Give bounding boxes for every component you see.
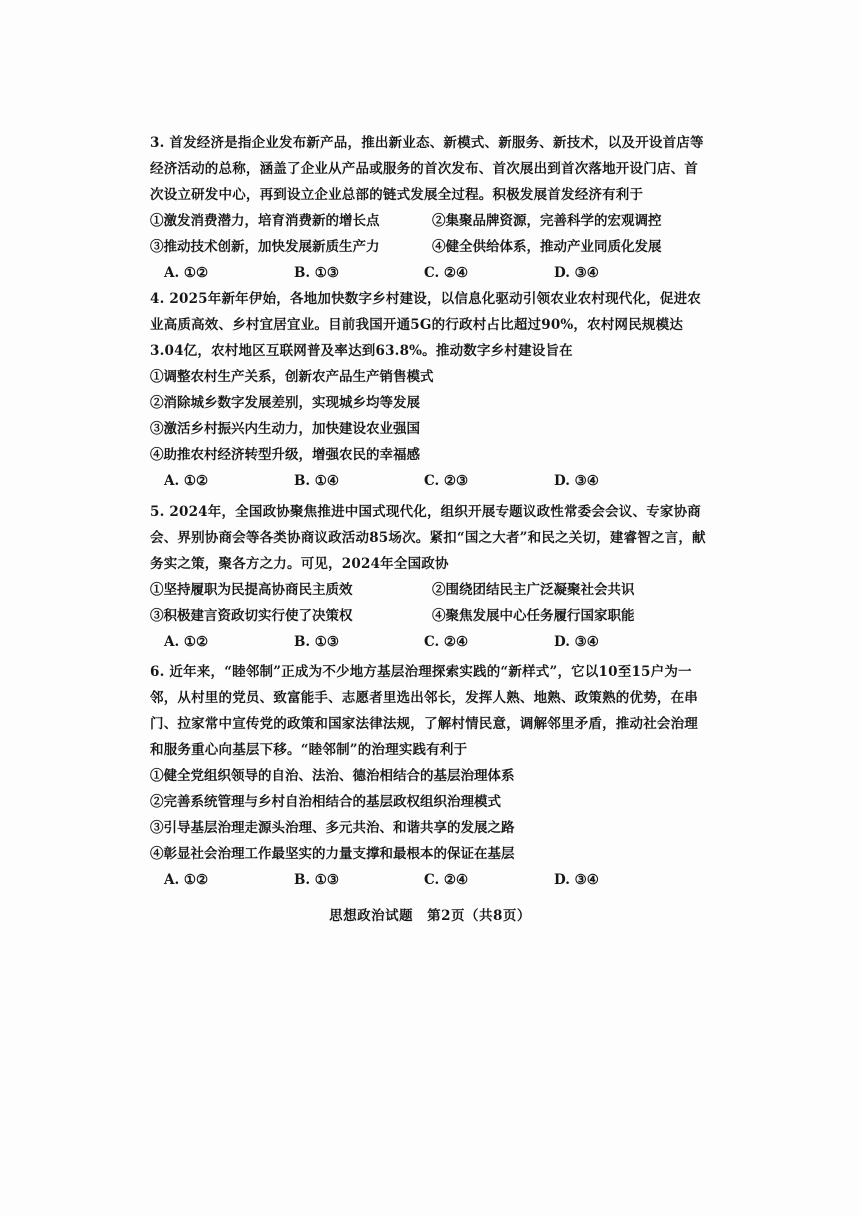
statement-4: ④健全供给体系，推动产业同质化发展 <box>432 239 662 255</box>
question-4 <box>150 286 710 494</box>
answer-a: A. ①② <box>164 872 209 888</box>
question-6-statements <box>150 763 710 867</box>
statement-2: ②完善系统管理与乡村自治相结合的基层政权组织治理模式 <box>150 794 501 810</box>
question-3-stem: 3. 首发经济是指企业发布新产品，推出新业态、新模式、新服务、新技术，以及开设首店等经济活动的总称，涵盖了企业从产品或服务的首次发布、首次展出到首次落地开设门店、首次设立研发中心，再到设立企业总部的链式发展全过程。积极发展首发经济有利于 <box>150 135 704 203</box>
question-4-statements <box>150 364 710 468</box>
statement-1: ①调整农村生产关系，创新农产品生产销售模式 <box>150 369 434 385</box>
question-5-stem: 5. 2024年，全国政协聚焦推进中国式现代化，组织开展专题议政性常委会会议、专家协商会、界别协商会等各类协商议政活动85场次。紧扣“国之大者”和民之关切，建睿智之言，献务实之策，聚各方之力。可见，2024年全国政协 <box>150 504 706 572</box>
question-5-answers <box>150 629 710 655</box>
answer-a: A. ①② <box>164 473 209 489</box>
question-5-statements <box>150 577 710 629</box>
page-footer: 思想政治试题 第2页（共8页） <box>329 908 531 924</box>
answer-d: D. ③④ <box>554 872 599 888</box>
answer-d: D. ③④ <box>554 634 599 650</box>
statement-2: ②消除城乡数字发展差别，实现城乡均等发展 <box>150 395 420 411</box>
statement-3: ③激活乡村振兴内生动力，加快建设农业强国 <box>150 421 420 437</box>
answer-d: D. ③④ <box>554 473 599 489</box>
answer-d: D. ③④ <box>554 265 599 281</box>
question-3-answers <box>150 260 710 286</box>
question-4-answers <box>150 468 710 494</box>
statement-2: ②围绕团结民主广泛凝聚社会共识 <box>432 582 635 598</box>
statement-3: ③引导基层治理走源头治理、多元共治、和谐共享的发展之路 <box>150 820 515 836</box>
question-3-statements <box>150 208 710 260</box>
statement-3: ③积极建言资政切实行使了决策权 <box>150 608 353 624</box>
question-6-answers <box>150 867 710 893</box>
statement-4: ④助推农村经济转型升级，增强农民的幸福感 <box>150 447 420 463</box>
answer-c: C. ②④ <box>424 265 469 281</box>
question-6-stem: 6. 近年来，“睦邻制”正成为不少地方基层治理探索实践的“新样式”，它以10至15户为一邻，从村里的党员、致富能手、志愿者里选出邻长，发挥人熟、地熟、政策熟的优势，在串门、拉家常中宣传党的政策和国家法律法规，了解村情民意，调解邻里矛盾，推动社会治理和服务重心向基层下移。“睦邻制”的治理实践有利于 <box>150 664 698 758</box>
question-5 <box>150 499 710 655</box>
statement-1: ①坚持履职为民提高协商民主质效 <box>150 582 353 598</box>
statement-3: ③推动技术创新，加快发展新质生产力 <box>150 239 380 255</box>
statement-2: ②集聚品牌资源，完善科学的宏观调控 <box>432 213 662 229</box>
statement-1: ①健全党组织领导的自治、法治、德治相结合的基层治理体系 <box>150 768 515 784</box>
answer-a: A. ①② <box>164 634 209 650</box>
question-4-stem: 4. 2025年新年伊始，各地加快数字乡村建设，以信息化驱动引领农业农村现代化，促进农业高质高效、乡村宜居宜业。目前我国开通5G的行政村占比超过90%，农村网民规模达3.04亿，农村地区互联网普及率达到63.8%。推动数字乡村建设旨在 <box>150 291 701 359</box>
question-6 <box>150 659 710 893</box>
answer-b: B. ①③ <box>294 265 340 281</box>
question-3 <box>150 130 710 286</box>
answer-c: C. ②④ <box>424 872 469 888</box>
answer-c: C. ②③ <box>424 473 469 489</box>
answer-c: C. ②④ <box>424 634 469 650</box>
answer-b: B. ①④ <box>294 473 340 489</box>
statement-4: ④彰显社会治理工作最坚实的力量支撑和最根本的保证在基层 <box>150 846 515 862</box>
answer-b: B. ①③ <box>294 872 340 888</box>
statement-4: ④聚焦发展中心任务履行国家职能 <box>432 608 635 624</box>
statement-1: ①激发消费潜力，培育消费新的增长点 <box>150 213 380 229</box>
answer-a: A. ①② <box>164 265 209 281</box>
answer-b: B. ①③ <box>294 634 340 650</box>
